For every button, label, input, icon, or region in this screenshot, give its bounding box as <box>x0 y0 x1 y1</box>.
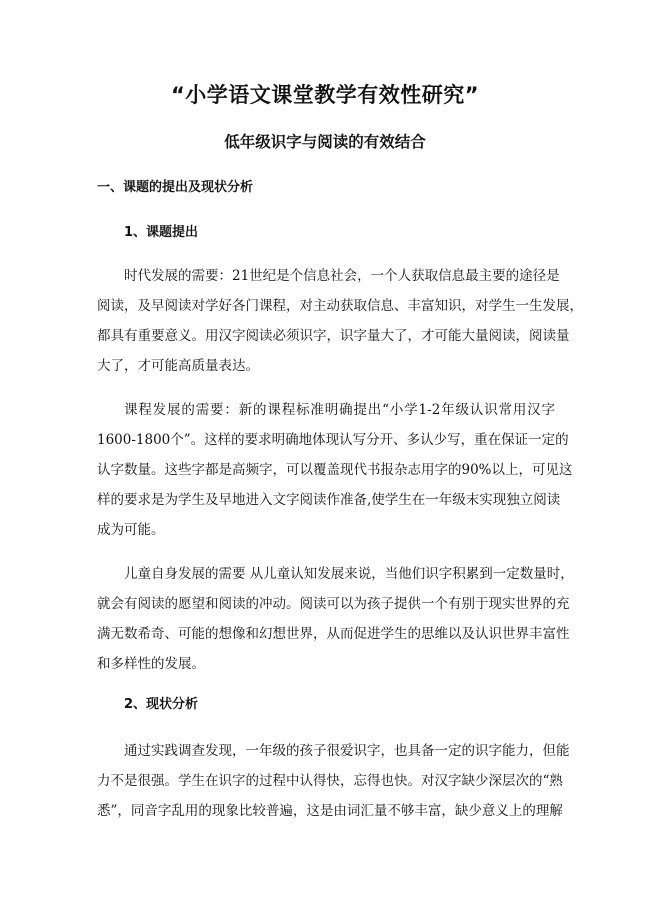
paragraph-2 <box>97 395 573 545</box>
paragraph-line: 悉”，同音字乱用的现象比较普遍，这是由词汇量不够丰富，缺少意义上的理解 <box>97 803 563 819</box>
paragraph-line: 成为可能。 <box>97 522 165 538</box>
paragraph-line: 课程发展的需要：新的课程标准明确提出“小学1-2年级认识常用汉字 <box>124 402 555 418</box>
paragraph-3 <box>97 559 574 679</box>
subsection-heading-2: 2、现状分析 <box>124 697 199 712</box>
paragraph-line: 大了，才可能高质量表达。 <box>97 358 259 374</box>
paragraph-line: 力不是很强。学生在识字的过程中认得快，忘得也快。对汉字缺少深层次的“熟 <box>97 773 563 789</box>
paragraph-line: 就会有阅读的愿望和阅读的冲动。阅读可以为孩子提供一个有别于现实世界的充 <box>97 596 570 612</box>
paragraph-line: 都具有重要意义。用汉字阅读必须识字，识字量大了，才可能大量阅读，阅读量 <box>97 328 570 344</box>
paragraph-1 <box>97 261 583 381</box>
document-title: “小学语文课堂教学有效性研究” <box>170 83 480 107</box>
section-heading-1: 一、课题的提出及现状分析 <box>97 180 254 195</box>
paragraph-4 <box>97 736 570 826</box>
document-subtitle: 低年级识字与阅读的有效结合 <box>224 133 426 151</box>
paragraph-line: 认字数量。这些字都是高频字，可以覆盖现代书报杂志用字的90%以上，可见这 <box>97 462 573 478</box>
paragraph-line: 样的要求是为学生及早地进入文字阅读作准备,使学生在一年级末实现独立阅读 <box>97 492 561 508</box>
paragraph-line: 儿童自身发展的需要 从儿童认知发展来说，当他们识字积累到一定数量时， <box>124 566 574 582</box>
paragraph-line: 和多样性的发展。 <box>97 656 205 672</box>
paragraph-line: 通过实践调查发现，一年级的孩子很爱识字，也具备一定的识字能力，但能 <box>124 743 570 759</box>
paragraph-line: 满无数希奇、可能的想像和幻想世界，从而促进学生的思维以及认识世界丰富性 <box>97 626 570 642</box>
subsection-heading-1: 1、课题提出 <box>124 225 199 240</box>
paragraph-line: 时代发展的需要：21世纪是个信息社会，一个人获取信息最主要的途径是 <box>124 268 560 284</box>
paragraph-line: 1600-1800个”。这样的要求明确地体现认写分开、多认少写，重在保证一定的 <box>97 432 569 448</box>
paragraph-line: 阅读，及早阅读对学好各门课程，对主动获取信息、丰富知识，对学生一生发展， <box>97 298 583 314</box>
